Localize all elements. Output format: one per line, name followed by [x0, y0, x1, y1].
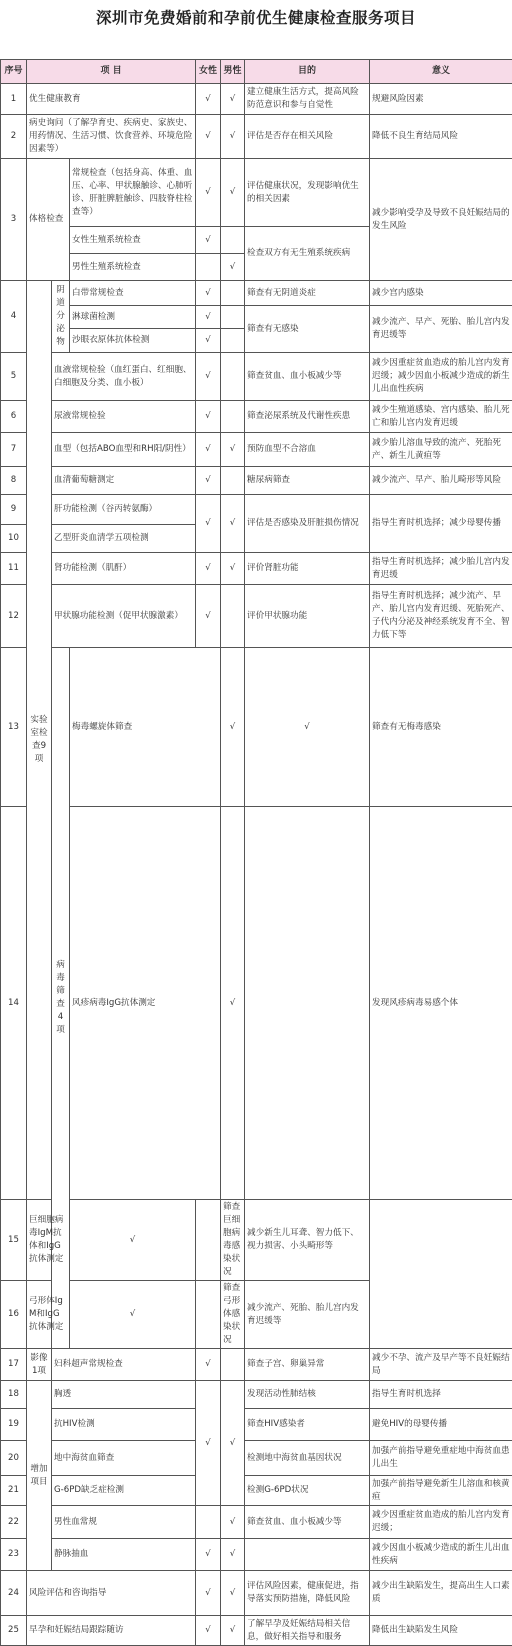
meaning-cell: 减少不孕、流产及早产等不良妊娠结局: [370, 1349, 512, 1381]
table-row: [1, 1349, 512, 1381]
row-number: 12: [1, 585, 27, 648]
male-check: √: [221, 84, 245, 115]
group-label-lab-genital: 阴道分泌物: [52, 281, 70, 353]
meaning-cell: 减少生殖道感染、宫内感染、胎儿死亡和胎儿宫内发育迟缓: [370, 401, 512, 433]
row-number: 6: [1, 401, 27, 433]
empty-cell: [221, 353, 245, 401]
meaning-cell: 避免HIV的母婴传播: [370, 1409, 512, 1441]
item-cell: 梅毒螺旋体筛查: [70, 648, 221, 807]
purpose-cell: 检查双方有无生殖系统疾病: [245, 227, 370, 281]
meaning-cell: 减少新生儿耳聋、智力低下、视力损害、小头畸形等: [245, 1200, 370, 1281]
row-number: 24: [1, 1571, 27, 1616]
empty-cell: [221, 227, 245, 254]
purpose-cell: 筛查有无阴道炎症: [245, 281, 370, 306]
item-cell: 血液常规检验（血红蛋白、红细胞、白细胞及分类、血小板）: [52, 353, 196, 401]
item-cell: 抗HIV检测: [52, 1409, 196, 1441]
row-number: 7: [1, 433, 27, 467]
purpose-cell: 检测G-6PD状况: [245, 1476, 370, 1506]
table-row: [1, 1571, 512, 1616]
item-cell: 血清葡萄糖测定: [52, 467, 196, 495]
header-item: 项 目: [27, 60, 196, 84]
female-check: √: [70, 1200, 196, 1281]
purpose-cell: 预防血型不合溶血: [245, 433, 370, 467]
purpose-cell: 筛查有无梅毒感染: [370, 648, 512, 807]
row-number: 25: [1, 1616, 27, 1646]
table-row: [1, 401, 512, 433]
male-check: √: [221, 1571, 245, 1616]
row-number: 10: [1, 525, 27, 553]
purpose-cell: 筛查贫血、血小板减少等: [245, 1506, 370, 1539]
header-male: 男性: [221, 60, 245, 84]
row-number: 14: [1, 807, 27, 1200]
table-row: [1, 807, 512, 1200]
male-check: √: [221, 1506, 245, 1539]
purpose-cell: 筛查巨细胞病毒感染状况: [221, 1200, 245, 1281]
row-number: 20: [1, 1441, 27, 1476]
meaning-cell: 降低出生缺陷发生风险: [370, 1616, 512, 1646]
purpose-cell: 筛查弓形体感染状况: [221, 1281, 245, 1349]
table-row: [1, 1200, 512, 1281]
table-row: [1, 159, 512, 227]
purpose-cell: 评估是否感染及肝脏损伤情况: [245, 495, 370, 553]
female-check: √: [196, 467, 221, 495]
table-row: [1, 1476, 512, 1506]
female-check: √: [196, 115, 221, 159]
item-cell: 沙眼衣原体抗体检测: [70, 329, 196, 353]
row-number: 21: [1, 1476, 27, 1506]
header-female: 女性: [196, 60, 221, 84]
purpose-cell: 评估是否存在相关风险: [245, 115, 370, 159]
row-number: 1: [1, 84, 27, 115]
female-check: √: [196, 1616, 221, 1646]
empty-cell: [221, 329, 245, 353]
group-label-body-check: 体格检查: [27, 159, 70, 281]
page-title: 深圳市免费婚前和孕前优生健康检查服务项目: [0, 0, 512, 40]
table-row: [1, 1506, 512, 1539]
meaning-cell: 指导生育时机选择；减少胎儿宫内发育迟缓: [370, 553, 512, 585]
item-cell: 早孕和妊娠结局跟踪随访: [27, 1616, 196, 1646]
male-check: √: [221, 1616, 245, 1646]
table-row: [1, 84, 512, 115]
female-check: √: [196, 227, 221, 254]
purpose-cell: 检测地中海贫血基因状况: [245, 1441, 370, 1476]
male-check: √: [221, 254, 245, 281]
empty-cell: [221, 401, 245, 433]
female-check: √: [196, 1381, 221, 1506]
empty-cell: [221, 306, 245, 329]
item-cell: 常规检查（包括身高、体重、血压、心率、甲状腺触诊、心肺听诊、肝脏脾脏触诊、四肢脊柱检查等）: [70, 159, 196, 227]
table-row: [1, 495, 512, 525]
meaning-cell: 指导生育时机选择；减少流产、早产、胎儿宫内发育迟缓、死胎死产、子代内分泌及神经系统发育不全、智力低下等: [370, 585, 512, 648]
meaning-cell: 指导生育时机选择: [370, 1381, 512, 1409]
table-row: [1, 467, 512, 495]
meaning-cell: 降低不良生育结局风险: [370, 115, 512, 159]
table-row: [1, 1441, 512, 1476]
purpose-cell: 建立健康生活方式，提高风险防范意识和参与自觉性: [245, 84, 370, 115]
header-meaning: 意义: [370, 60, 512, 84]
item-cell: 男性血常规: [52, 1506, 196, 1539]
female-check: √: [196, 401, 221, 433]
purpose-cell: 了解早孕及妊娠结局相关信息，做好相关指导和服务: [245, 1616, 370, 1646]
table-row: [1, 1409, 512, 1441]
row-number: 5: [1, 353, 27, 401]
item-cell: 甲状腺功能检测（促甲状腺激素）: [52, 585, 196, 648]
row-number: 23: [1, 1539, 27, 1571]
table-row: [1, 353, 512, 401]
row-number: 11: [1, 553, 27, 585]
purpose-cell: 评估风险因素，健康促进，指导落实预防措施，降低风险: [245, 1571, 370, 1616]
row-number: 4: [1, 281, 27, 353]
item-cell: 白带常规检查: [70, 281, 196, 306]
meaning-cell: 减少流产、死胎、胎儿宫内发育迟缓等: [245, 1281, 370, 1349]
header-seq: 序号: [1, 60, 27, 84]
table-row: [1, 115, 512, 159]
item-cell: 风疹病毒IgG抗体测定: [70, 807, 221, 1200]
female-check: √: [70, 1281, 196, 1349]
purpose-cell: 糖尿病筛查: [245, 467, 370, 495]
row-number: 16: [1, 1281, 27, 1349]
item-cell: 尿液常规检验: [52, 401, 196, 433]
item-cell: 病史询问（了解孕育史、疾病史、家族史、用药情况、生活习惯、饮食营养、环境危险因素等）: [27, 115, 196, 159]
meaning-cell: 减少因重症贫血造成的胎儿宫内发育迟缓；: [370, 1506, 512, 1539]
table-row: [1, 1539, 512, 1571]
female-check: √: [196, 1571, 221, 1616]
table-row: [1, 433, 512, 467]
meaning-cell: 减少宫内感染: [370, 281, 512, 306]
table-row: [1, 1381, 512, 1409]
purpose-cell: 筛查子宫、卵巢异常: [245, 1349, 370, 1381]
purpose-cell: 发现风疹病毒易感个体: [370, 807, 512, 1200]
row-number: 15: [1, 1200, 27, 1281]
female-check: √: [196, 585, 221, 648]
item-cell: 淋球菌检测: [70, 306, 196, 329]
header-purpose: 目的: [245, 60, 370, 84]
item-cell: G-6PD缺乏症检测: [52, 1476, 196, 1506]
meaning-cell: 减少胎儿溶血导致的流产、死胎死产、新生儿黄疸等: [370, 433, 512, 467]
empty-cell: [196, 1281, 221, 1349]
item-cell: 肾功能检测（肌酐）: [52, 553, 196, 585]
empty-cell: [221, 467, 245, 495]
meaning-cell: 指导生育时机选择；减少母婴传播: [370, 495, 512, 553]
male-check: √: [221, 115, 245, 159]
item-cell: 弓形体IgM和IgG抗体测定: [27, 1281, 70, 1349]
item-cell: 男性生殖系统检查: [70, 254, 196, 281]
meaning-cell: 减少流产、早产、死胎、胎儿宫内发育迟缓等: [370, 306, 512, 353]
row-number: 3: [1, 159, 27, 281]
empty-cell: [196, 1200, 221, 1281]
purpose-cell: 评价肾脏功能: [245, 553, 370, 585]
female-check: √: [196, 1349, 221, 1381]
purpose-cell: 筛查贫血、血小板减少等: [245, 353, 370, 401]
row-number: 17: [1, 1349, 27, 1381]
item-cell: 妇科超声常规检查: [52, 1349, 196, 1381]
meaning-cell: 减少因血小板减少造成的新生儿出血性疾病: [370, 1539, 512, 1571]
female-check: √: [196, 1539, 221, 1571]
row-number: 8: [1, 467, 27, 495]
meaning-cell: 减少出生缺陷发生，提高出生人口素质: [370, 1571, 512, 1616]
row-number: 22: [1, 1506, 27, 1539]
table-row: [1, 1281, 512, 1349]
table-row: [1, 585, 512, 648]
purpose-cell: 筛查泌尿系统及代谢性疾患: [245, 401, 370, 433]
item-cell: 乙型肝炎血清学五项检测: [52, 525, 196, 553]
row-number: 13: [1, 648, 27, 807]
table-row: [1, 306, 512, 329]
item-cell: 胸透: [52, 1381, 196, 1409]
table-row: [1, 281, 512, 306]
row-number: 9: [1, 495, 27, 525]
purpose-cell: 评价甲状腺功能: [245, 585, 370, 648]
purpose-cell: 发现活动性肺结核: [245, 1381, 370, 1409]
item-cell: 巨细胞病毒IgM抗体和IgG抗体测定: [27, 1200, 70, 1281]
male-check: √: [221, 1381, 245, 1506]
empty-cell: [245, 807, 370, 1200]
female-check: √: [221, 807, 245, 1200]
male-check: √: [221, 1539, 245, 1571]
empty-cell: [221, 585, 245, 648]
purpose-cell: [245, 1539, 370, 1571]
table-row: [1, 648, 512, 807]
row-number: 2: [1, 115, 27, 159]
purpose-cell: 评估健康状况，发现影响优生的相关因素: [245, 159, 370, 227]
meaning-cell: 规避风险因素: [370, 84, 512, 115]
meaning-cell: 加强产前指导避免重症地中海贫血患儿出生: [370, 1441, 512, 1476]
female-check: √: [196, 553, 221, 585]
item-cell: 肝功能检测（谷丙转氨酶）: [52, 495, 196, 525]
female-check: √: [196, 306, 221, 329]
group-label-imaging: 影像1项: [27, 1349, 52, 1381]
empty-cell: [196, 1506, 221, 1539]
service-items-table: [0, 59, 512, 1646]
purpose-cell: 筛查有无感染: [245, 306, 370, 353]
male-check: √: [221, 495, 245, 553]
meaning-cell: 减少流产、早产、胎儿畸形等风险: [370, 467, 512, 495]
female-check: √: [196, 329, 221, 353]
meaning-cell: 减少影响受孕及导致不良妊娠结局的发生风险: [370, 159, 512, 281]
table-row: [1, 553, 512, 585]
female-check: √: [196, 281, 221, 306]
item-cell: 风险评估和咨询指导: [27, 1571, 196, 1616]
male-check: √: [221, 159, 245, 227]
group-label-extra: 增加项目: [27, 1381, 52, 1571]
item-cell: 优生健康教育: [27, 84, 196, 115]
female-check: √: [196, 495, 221, 553]
female-check: √: [221, 648, 245, 807]
male-check: √: [245, 648, 370, 807]
female-check: √: [196, 353, 221, 401]
empty-cell: [196, 254, 221, 281]
female-check: √: [196, 159, 221, 227]
male-check: √: [221, 433, 245, 467]
male-check: √: [221, 553, 245, 585]
table-header-row: [1, 60, 512, 84]
item-cell: 地中海贫血筛查: [52, 1441, 196, 1476]
row-number: 18: [1, 1381, 27, 1409]
female-check: √: [196, 84, 221, 115]
meaning-cell: 减少因重症贫血造成的胎儿宫内发育迟缓；减少因血小板减少造成的新生儿出血性疾病: [370, 353, 512, 401]
item-cell: 静脉抽血: [52, 1539, 196, 1571]
empty-cell: [221, 1349, 245, 1381]
female-check: √: [196, 433, 221, 467]
table-row: [1, 1616, 512, 1646]
meaning-cell: 加强产前指导避免新生儿溶血和核黄疸: [370, 1476, 512, 1506]
item-cell: 血型（包括ABO血型和RH阳/阴性）: [52, 433, 196, 467]
purpose-cell: 筛查HIV感染者: [245, 1409, 370, 1441]
empty-cell: [221, 281, 245, 306]
group-label-virus: 病毒筛查4项: [52, 648, 70, 1349]
group-label-lab: 实验室检查9项: [27, 281, 52, 1200]
item-cell: 女性生殖系统检查: [70, 227, 196, 254]
row-number: 19: [1, 1409, 27, 1441]
